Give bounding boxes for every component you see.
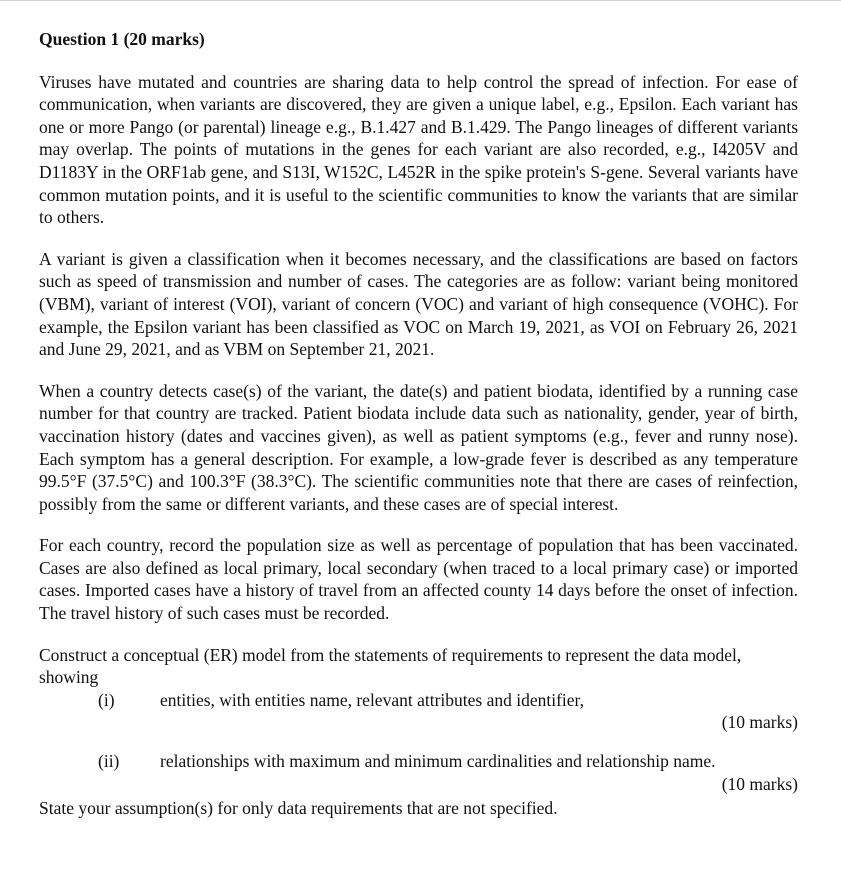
- task-item-number: (ii): [98, 751, 120, 772]
- task-item-number: (i): [98, 689, 115, 710]
- construct-instruction: Construct a conceptual (ER) model from the statements of requirements to represent the data model, showing: [39, 644, 742, 688]
- task-item-text: entities, with entities name, relevant attributes and identifier,: [160, 689, 585, 710]
- paragraph-cases: When a country detects case(s) of the variant, the date(s) and patient biodata, identified by a running case number for that country are tracked. Patient biodata include data such as nationality, gender, year of birth, vaccination history (dates and vaccines given), as well as patient symptoms (e.g., fever and runny nose). Each symptom has a general description. For example, a low-grade fever is described as any temperature 99.5°F (37.5°C) and 100.3°F (38.3°C). The scientific communities note that there are cases of reinfection, possibly from the same or different variants, and these cases are of special interest.: [39, 380, 798, 514]
- task-item-marks: (10 marks): [721, 773, 798, 794]
- paragraph-classification: A variant is given a classification when it becomes necessary, and the classifications are based on factors such as speed of transmission and number of cases. The categories are as follow: variant being monitored (VBM), variant of interest (VOI), variant of concern (VOC) and variant of high consequence (VOHC). For example, the Epsilon variant has been classified as VOC on March 19, 2021, as VOI on February 26, 2021 and June 29, 2021, and as VBM on September 21, 2021.: [39, 248, 798, 360]
- task-item-text: relationships with maximum and minimum cardinalities and relationship name.: [160, 751, 716, 772]
- top-divider: [0, 0, 841, 5]
- task-item-i: [39, 689, 798, 712]
- paragraph-country: For each country, record the population size as well as percentage of population that has been vaccinated. Cases are also defined as local primary, local secondary (when traced to a local primary case) or imported cases. Imported cases have a history of travel from an affected county 14 days before the onset of infection. The travel history of such cases must be recorded.: [39, 535, 798, 624]
- question-title: Question 1 (20 marks): [39, 29, 205, 49]
- paragraph-variants: Viruses have mutated and countries are sharing data to help control the spread of infection. For ease of communication, when variants are discovered, they are given a unique label, e.g., Epsilon. Each variant has one or more Pango (or parental) lineage e.g., B.1.427 and B.1.429. The Pango lineages of different variants may overlap. The points of mutations in the genes for each variant are also recorded, e.g., I4205V and D1183Y in the ORF1ab gene, and S13I, W152C, L452R in the spike protein's S-gene. Several variants have common mutation points, and it is useful to the scientific communities to know the variants that are similar to others.: [39, 71, 798, 228]
- question-document: [39, 28, 798, 820]
- task-item-ii: [39, 750, 798, 773]
- task-item-marks: (10 marks): [721, 712, 798, 733]
- assumption-instruction: State your assumption(s) for only data requirements that are not specified.: [39, 798, 558, 819]
